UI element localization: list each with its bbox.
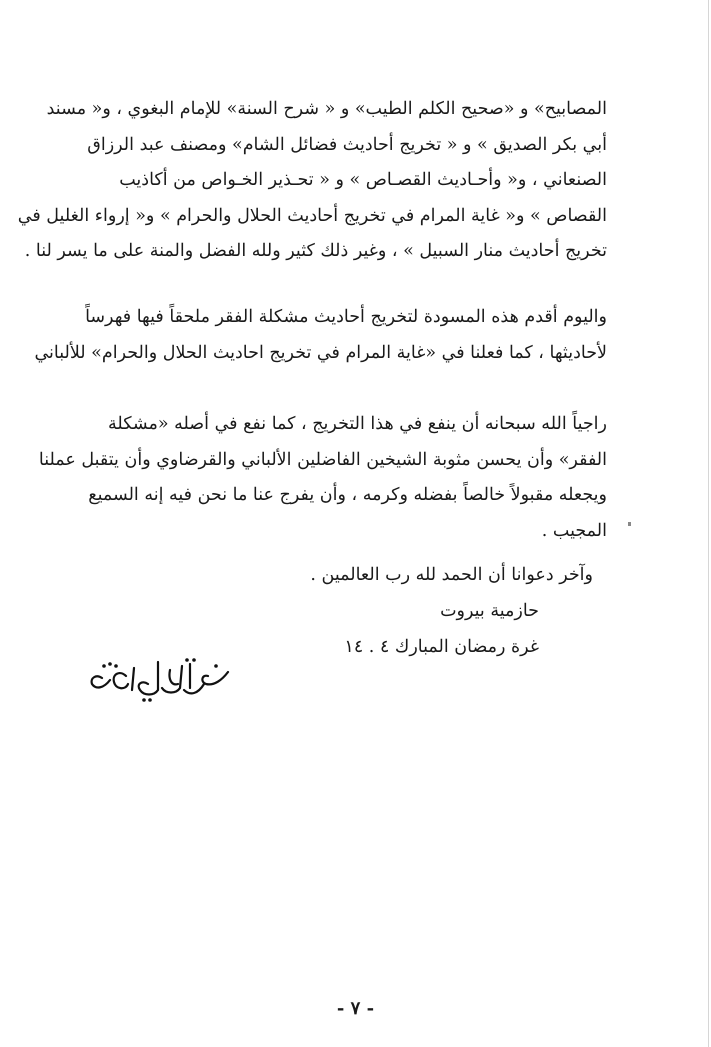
closing-prayer: وآخر دعوانا أن الحمد لله رب العالمين . bbox=[310, 565, 593, 585]
text-line: الفقر» وأن يحسن مثوبة الشيخين الفاضلين الألباني والقرضاوي وأن يتقبل عملنا bbox=[38, 449, 607, 470]
text-line: القصاص » و« غاية المرام في تخريج أحاديث الحلال والحرام » و« إرواء الغليل في bbox=[17, 205, 607, 226]
page-edge-line bbox=[708, 0, 709, 1047]
paragraph-supplication bbox=[38, 407, 607, 549]
text-line: الصنعاني ، و« وأحـاديث القصـاص » و « تحـذير الخـواص من أكاذيب bbox=[119, 170, 607, 190]
text-line: ويجعله مقبولاً خالصاً بفضله وكرمه ، وأن يفرج عنا ما نحن فيه إنه السميع bbox=[88, 485, 607, 505]
margin-mark bbox=[628, 522, 631, 526]
text-line: المجيب . bbox=[541, 520, 607, 541]
text-line: أبي بكر الصديق » و « تخريج أحاديث فضائل الشام» ومصنف عبد الرزاق bbox=[87, 134, 607, 155]
paragraph-introduction bbox=[34, 300, 607, 371]
date-line: غرة رمضان المبارك ٤ . ١٤ bbox=[344, 637, 539, 657]
text-line: واليوم أقدم هذه المسودة لتخريج أحاديث مشكلة الفقر ملحقاً فيها فهرساً bbox=[85, 307, 607, 327]
place-line: حازمية بيروت bbox=[440, 601, 539, 621]
text-line: تخريج أحاديث منار السبيل » ، وغير ذلك كثير ولله الفضل والمنة على ما يسر لنا . bbox=[24, 241, 607, 261]
handwritten-signature bbox=[86, 650, 236, 710]
paragraph-references bbox=[17, 92, 607, 270]
page-number: - ٧ - bbox=[336, 998, 375, 1019]
text-line: لأحاديثها ، كما فعلنا في «غاية المرام في تخريج احاديث الحلال والحرام» للألباني bbox=[34, 342, 607, 363]
text-line: راجياً الله سبحانه أن ينفع في هذا التخريج ، كما نفع في أصله «مشكلة bbox=[108, 414, 607, 434]
text-line: المصابيح» و «صحيح الكلم الطيب» و « شرح السنة» للإمام البغوي ، و« مسند bbox=[46, 99, 607, 119]
